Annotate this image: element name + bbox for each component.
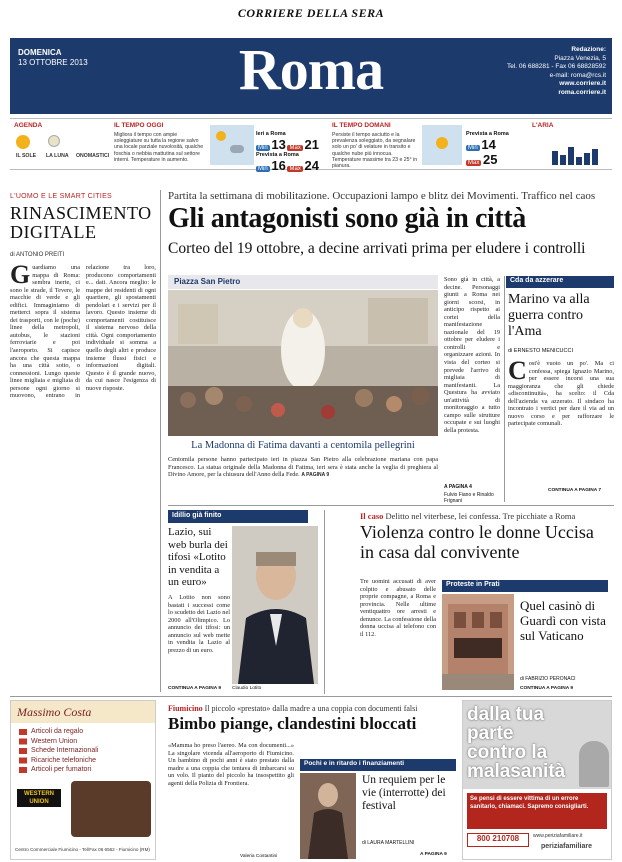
violenza-body-text: Tre uomini accusati di aver colpito e abusato delle proprie compagne, a Roma e provincia. Nelle ultime ventiquattro ore arresti e denunce. La confessione della donna uccisa al telefono con il 112. [360,578,436,638]
column-divider [160,190,161,692]
tempo-domani-text: Persiste il tempo asciutto e la prevalenza soleggiato, da segnalare solo un po' di velature in transito e qualche nube più innocua. Temperature massime tra 23 e 25° in pianura. [332,132,418,170]
redazione-info [470,46,606,97]
agenda-label: AGENDA [14,122,43,129]
portrait-illustration [232,526,318,684]
proteste-title[interactable]: Quel casinò di Guardì con vista sul Vaticano [520,598,606,643]
idillio-title[interactable]: Lazio, sui web burla dei tifosi «Lotito in vendita a un euro» [168,526,228,588]
ad-brand: Massimo Costa [17,705,92,719]
min-label: Min [258,166,268,172]
proteste-byline: di FABRIZIO PERONACI [520,676,576,682]
air-bar [576,157,582,165]
pochi-label: Pochi e in ritardo i finanziamenti [300,759,456,771]
san-pietro-photo[interactable] [168,290,438,436]
crowd-photo-illustration [168,290,438,436]
ieri-max: 21 [304,137,319,152]
column-divider [324,510,325,694]
tempo-oggi-label: IL TEMPO OGGI [114,122,164,129]
prev-oggi-max: 24 [304,158,319,173]
redazione-title: Redazione: [571,46,606,53]
ad-item: Articoli per fumatori [31,766,92,773]
dateline [18,48,88,68]
left-byline: di ANTONIO PREITI [10,252,65,258]
weather-map-today [210,125,254,165]
max-label: Max [468,160,480,166]
fiumicino-byline: Valeria Costantini [240,854,278,859]
sun-icon [216,131,226,141]
idillio-body [168,594,230,682]
idillio-body-text: A Lotito non sono bastati i successi come lo scudetto dei Lazio nel 2000 all'Olimpico. Lo annuncio dei tifosi: un annuncio sul web mette in vendita la Lazio al prezzo di un euro. [168,594,230,654]
section-divider [168,505,614,506]
tempo-domani-label: IL TEMPO DOMANI [332,122,391,129]
min-label: Min [468,145,478,151]
main-body-credit: A PAGINA 4 [444,484,472,490]
ad-site[interactable]: www.periziafamiliare.it [533,833,583,839]
right-section-label: Cda da azzerare [506,276,614,288]
temps-tomorrow [466,131,526,167]
air-quality-chart [550,137,606,165]
idillio-photo-credit: Claudio Lotito [232,686,262,691]
violenza-overline [360,511,610,521]
drop-cap: C [508,360,527,385]
pochi-byline: di LAURA MARTELLINI [362,840,415,846]
wallet-image [71,781,151,837]
fiumicino-headline[interactable]: Bimbo piange, clandestini bloccati [168,714,417,733]
main-body-byline: Fulvio Fiano e Rinaldo Frignani [444,492,494,504]
tempo-oggi-text: Migliora il tempo con ampie soleggiature su tutta la regione salvo una locale parziale nuvolosità, qualche foschia o nebbia mattutina sul settore interni. Temperature in aumento. [114,132,204,163]
lotito-photo[interactable] [232,526,318,684]
redazione-email[interactable]: e-mail: roma@rcs.it [549,71,606,79]
ieri-label: Ieri a Roma [256,131,286,137]
doctor-image [579,741,609,787]
proteste-continua: CONTINUA A PAGINA 9 [520,686,574,691]
caption-credit: A PAGINA 9 [301,472,330,479]
photo-caption-text [168,456,438,480]
redazione-phone: Tel. 06 688281 - Fax 06 68828592 [506,63,606,70]
fiumicino-tag: Fiumicino [168,704,203,713]
ad-massimo-costa[interactable] [10,700,156,860]
temps-today [256,131,328,173]
prev-domani-min: 14 [481,137,496,152]
photo-caption: La Madonna di Fatima davanti a centomila pellegrini [191,440,415,451]
ad-item: Ricariche telefoniche [31,756,96,764]
ad-bullets [19,729,27,773]
violenza-headline[interactable]: Violenza contro le donne Uccisa in casa dal convivente [360,522,594,562]
newspaper-brand: CORRIERE DELLA SERA [237,6,385,20]
air-bar [552,151,558,165]
agenda-onomastici: ONOMASTICI [76,153,110,159]
ad-item: Western Union [31,737,78,745]
violenza-tag: Il caso [360,511,384,521]
right-byline: di ERNESTO MENICUCCI [508,348,573,354]
right-article-body [508,360,614,484]
air-bar [592,149,598,165]
right-article-title[interactable]: Marino va alla guerra contro l'Ama [508,292,590,339]
violenza-overline-text: Delitto nel viterbese, lei confessa. Tre picchiate a Roma [385,511,576,521]
fiumicino-body [168,742,294,854]
fiumicino-body-text: «Mamma ho preso l'aereo. Ma con documenti...» La singolare vicenda all'aeroporto di Fiumicino. Un bambino di pochi anni è stato prestato dalla madre a una coppia che tentava di imbarcarsi su un volo. Il pianto del piccolo ha insospettito gli agenti della Polizia di Frontiera. [168,742,294,787]
weekday: DOMENICA [18,48,62,57]
air-bar [584,153,590,165]
ad-item: Schede Internazionali [31,747,99,754]
proteste-label: Proteste in Prati [442,580,608,592]
main-subhead: Corteo del 19 ottobre, a decine arrivati prima per eludere i controlli [168,240,586,257]
redazione-address: Piazza Venezia, 5 [554,54,606,62]
caption-text: Centomila persone hanno partecipato ieri in piazza San Pietro alla celebrazione mariana con papa Francesco. La statua originale della Madonna di Fatima, ieri sera è stata anche la veglia di preghiera al Divino Amore, per la chiusura dell'Anno della Fede. [168,456,438,479]
main-overline: Partita la settimana di mobilitazione. Occupazioni lampo e blitz dei Movimenti. Traffico nel caos [168,190,596,202]
festival-illustration [300,773,356,859]
prev-oggi-label: Prevista a Roma [256,152,299,158]
air-bar [560,155,566,165]
drop-cap: G [10,264,31,289]
ad-items [31,727,98,775]
photo-label: Piazza San Pietro [168,275,438,289]
festival-photo[interactable] [300,773,356,859]
ad-periziafamiliare[interactable] [462,700,612,860]
left-body-text: uardiamo una mappa di Roma: sembra inerte, ci sono le strade, il Tevere, le macchie di verde e gli edifici. Immaginiamo di metterci sopra il sistema dei trasporti, con le (poche) linee della metropoli, autobus, le stazioni ferroviarie e poi l'aeroporto. Si capisce ancora che questa mappa ha una città sotto, o connessioni. Lungo queste linee migliaia e migliaia di persone ogni giorno si muovono, entrano in relazione tra loro, producono comportamenti e... dati. Ancora meglio: le mappe dei residenti di ogni quartiere, gli spostamenti pendolari e i servizi per il lavoro. Questo insieme di comportamenti costituisce il sistema nervoso della città. Ogni comportamento individuale si somma a quello degli altri e produce insieme flussi fisici e informazioni digitali. Questo è il grande nuovo, da cui nasce l'esigenza di nuove risposte. [10,264,156,400]
left-kicker: L'UOMO E LE SMART CITIES [10,193,113,200]
ad-headline: dalla tua parte contro la malasanità [467,704,566,782]
site-link[interactable]: www.corriere.it [559,80,606,87]
agenda-luna: LA LUNA [46,153,69,159]
ieri-min: 13 [271,137,286,152]
proteste-photo[interactable] [442,594,514,690]
sun-icon [436,137,448,149]
violenza-body [360,578,436,686]
ad-box: Se pensi di essere vittima di un errore sanitario, chiamaci. Sapremo consigliarti. [467,793,607,829]
max-label: Max [289,166,301,172]
section-divider [10,696,612,697]
left-article-title[interactable]: RINASCIMENTO DIGITALE [10,203,152,242]
idillio-continua: CONTINUA A PAGINA 9 [168,686,222,691]
agenda-box [14,133,110,167]
edition-title: Roma [238,37,384,102]
main-article-body [444,276,500,480]
ad-item: Articoli da regalo [31,728,84,735]
pochi-title[interactable]: Un requiem per le vie (interrotte) dei festival [362,774,446,812]
weather-map-tomorrow [422,125,462,165]
ad-phone[interactable]: 800 210708 [467,833,529,847]
weather-strip [10,118,612,173]
idillio-label: Idillio già finito [168,510,308,523]
min-label: Min [258,145,268,151]
column-divider [504,276,505,502]
prev-domani-max: 25 [483,152,498,167]
date: 13 OTTOBRE 2013 [18,58,88,67]
pochi-continua: A PAGINA 9 [420,852,447,857]
site-link-roma[interactable]: roma.corriere.it [558,88,606,96]
agenda-sole: IL SOLE [16,153,37,159]
western-union-logo: WESTERN UNION [17,789,61,807]
prev-oggi-min: 16 [271,158,286,173]
right-continua: CONTINUA A PAGINA 7 [548,488,602,493]
fiumicino-overline-text: Il piccolo «prestato» dalla madre a una coppia con documenti falsi [204,704,418,713]
sun-icon [16,135,30,149]
main-headline[interactable]: Gli antagonisti sono già in città [168,203,526,234]
air-bar [568,147,574,165]
cloud-icon [230,145,244,153]
max-label: Max [289,145,301,151]
right-body-text: ost'è vuoto un po'. Ma ci confessa, spiega Ignazio Marino, per essere incorsi una sua maggioranza che gli chiede «discontinuità», ha scelto: il Cda dell'azienda va azzerato. Il sindaco ha incontrato i vertici per dare il via ad un nuovo corso e per rafforzare le partecipate comunali. [508,360,614,428]
main-body-text: Sono già in città, a decine. Personaggi giunti a Roma nei giorni scorsi, in anticipo rispetto ai cortei della manifestazione nazionale del 19 ottobre per eludere i controlli e organizzare azioni. In vista del corteo si prevede l'arrivo di migliaia di manifestanti. La Questura ha avviato un'attività di monitoraggio a tutto campo sulle strutture occupate e sui luoghi della protesta. [444,276,500,434]
left-article-body [10,264,156,688]
building-illustration [442,594,514,690]
ad-footer: Centro Commerciale Fiumicino - Tel/Fax 06 6562 - Fiumicino (RM) [15,847,150,852]
fiumicino-overline [168,704,448,713]
prev-domani-label: Prevista a Roma [466,131,509,137]
ad-brand-right: periziafamiliare [541,843,592,850]
moon-icon [48,135,60,147]
aria-label: L'ARIA [532,122,554,129]
